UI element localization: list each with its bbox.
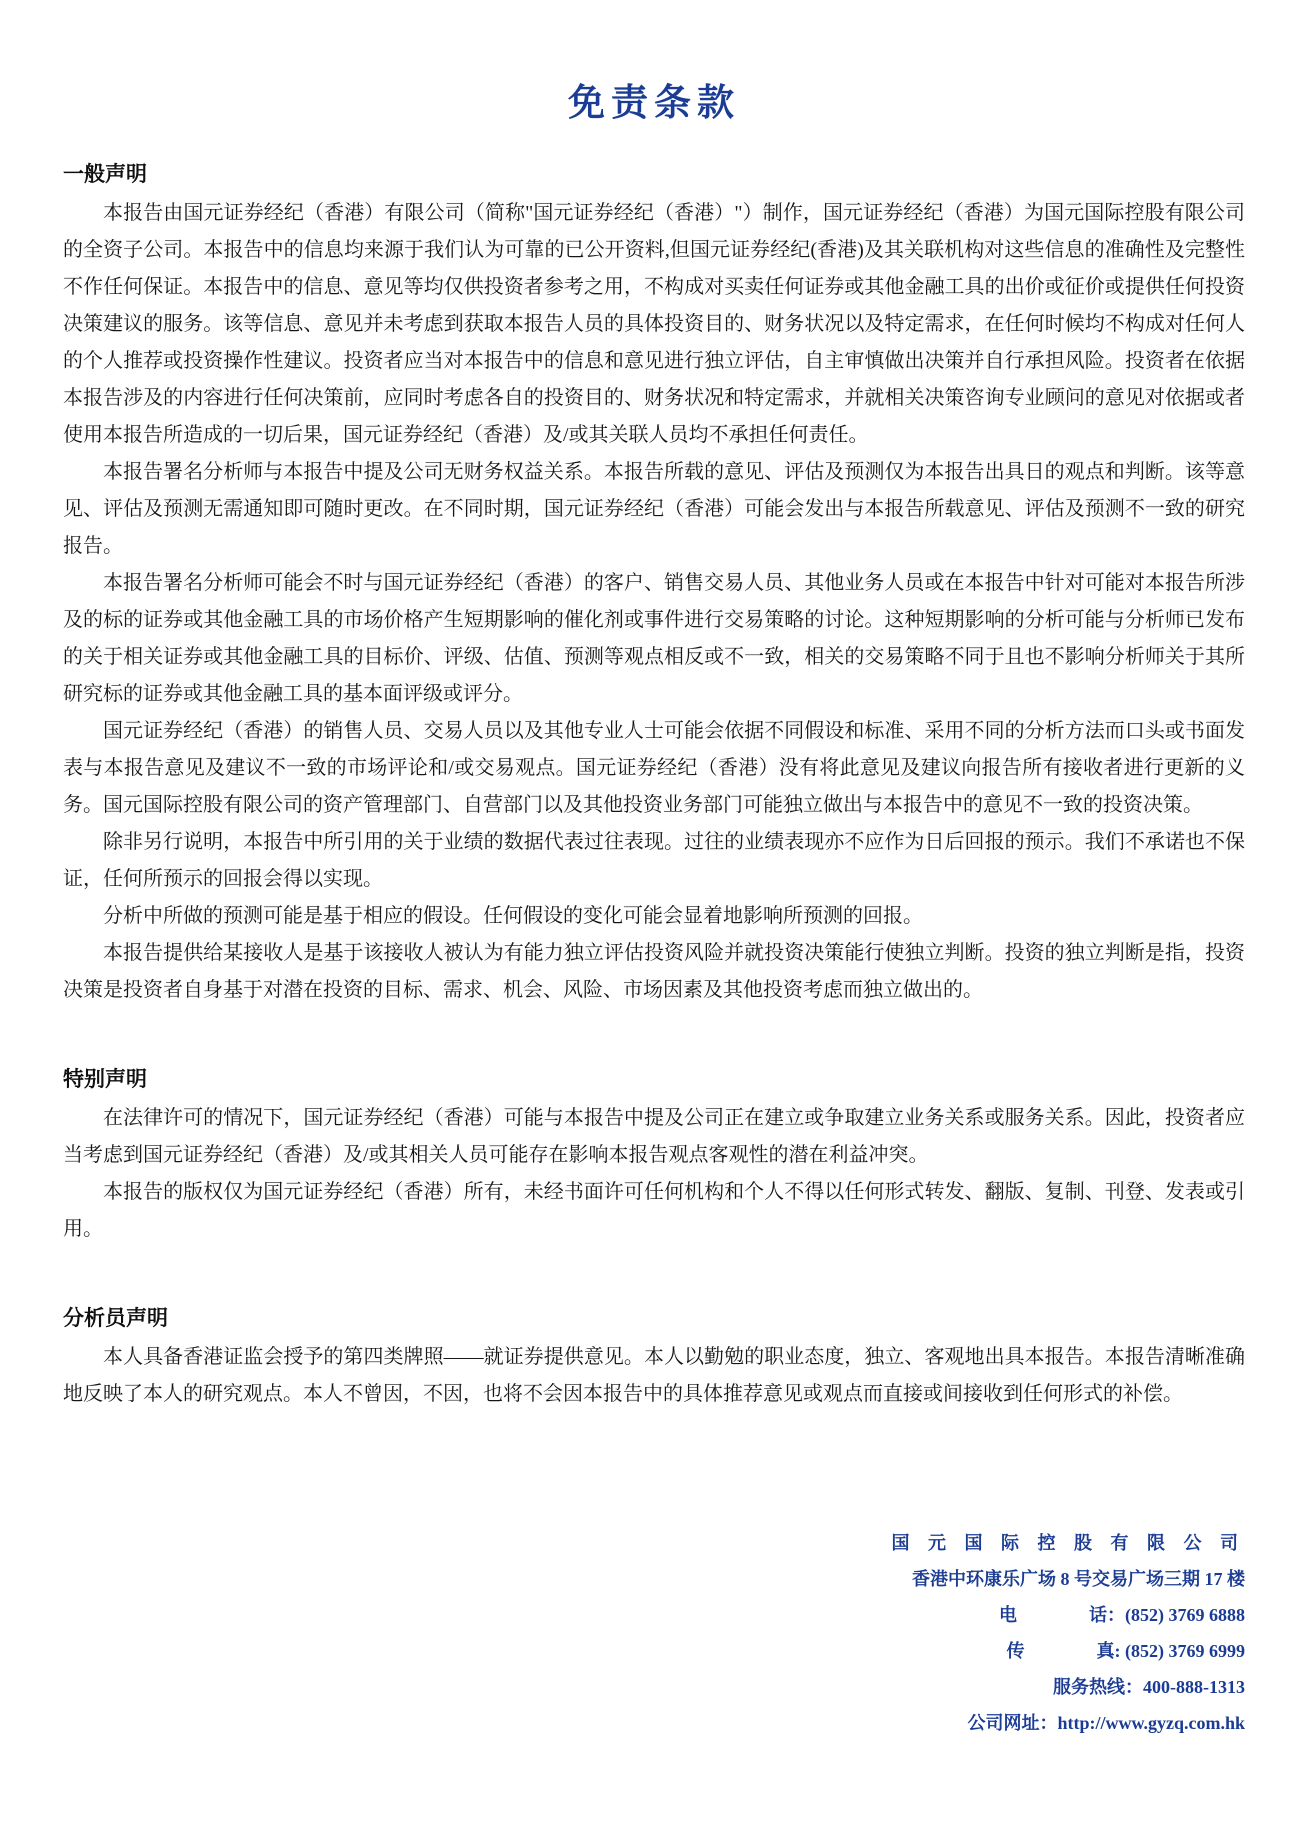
document-body (63, 158, 1245, 1413)
paragraph: 分析中所做的预测可能是基于相应的假设。任何假设的变化可能会显着地影响所预测的回报。 (103, 905, 923, 927)
section-heading: 特别声明 (63, 1067, 147, 1091)
paragraph: 本报告署名分析师可能会不时与国元证券经纪（香港）的客户、销售交易人员、其他业务人员或在本报告中针对可能对本报告所涉及的标的证券或其他金融工具的市场价格产生短期影响的催化剂或事件进行交易策略的讨论。这种短期影响的分析可能与分析师已发布的关于相关证券或其他金融工具的目标价、评级、估值、预测等观点相反或不一致，相关的交易策略不同于且也不影响分析师关于其所研究标的证券或其他金融工具的基本面评级或评分。 (63, 572, 1245, 705)
section-general-statement (63, 158, 1245, 1009)
section-heading: 一般声明 (63, 162, 147, 186)
paragraph: 本报告的版权仅为国元证券经纪（香港）所有，未经书面许可任何机构和个人不得以任何形式转发、翻版、复制、刊登、发表或引用。 (63, 1181, 1245, 1240)
footer-fax: 传 真: (852) 3769 6999 (1006, 1641, 1245, 1661)
paragraph: 除非另行说明，本报告中所引用的关于业绩的数据代表过往表现。过往的业绩表现亦不应作为日后回报的预示。我们不承诺也不保证，任何所预示的回报会得以实现。 (63, 831, 1245, 890)
section-heading: 分析员声明 (63, 1306, 168, 1330)
footer-phone: 电 话：(852) 3769 6888 (999, 1605, 1245, 1625)
footer-hotline: 服务热线：400-888-1313 (1053, 1677, 1245, 1697)
paragraph: 本人具备香港证监会授予的第四类牌照——就证券提供意见。本人以勤勉的职业态度，独立、客观地出具本报告。本报告清晰准确地反映了本人的研究观点。本人不曾因，不因，也将不会因本报告中的具体推荐意见或观点而直接或间接收到任何形式的补偿。 (63, 1346, 1245, 1405)
footer-website: 公司网址：http://www.gyzq.com.hk (967, 1713, 1245, 1733)
footer-contact-block (63, 1525, 1245, 1741)
paragraph: 本报告由国元证券经纪（香港）有限公司（简称"国元证券经纪（香港）"）制作，国元证券经纪（香港）为国元国际控股有限公司的全资子公司。本报告中的信息均来源于我们认为可靠的已公开资料,但国元证券经纪(香港)及其关联机构对这些信息的准确性及完整性不作任何保证。本报告中的信息、意见等均仅供投资者参考之用，不构成对买卖任何证券或其他金融工具的出价或征价或提供任何投资决策建议的服务。该等信息、意见并未考虑到获取本报告人员的具体投资目的、财务状况以及特定需求，在任何时候均不构成对任何人的个人推荐或投资操作性建议。投资者应当对本报告中的信息和意见进行独立评估，自主审慎做出决策并自行承担风险。投资者在依据本报告涉及的内容进行任何决策前，应同时考虑各自的投资目的、财务状况和特定需求，并就相关决策咨询专业顾问的意见对依据或者使用本报告所造成的一切后果，国元证券经纪（香港）及/或其关联人员均不承担任何责任。 (63, 202, 1245, 446)
paragraph: 本报告提供给某接收人是基于该接收人被认为有能力独立评估投资风险并就投资决策能行使独立判断。投资的独立判断是指，投资决策是投资者自身基于对潜在投资的目标、需求、机会、风险、市场因素及其他投资考虑而独立做出的。 (63, 942, 1245, 1001)
footer-address: 香港中环康乐广场 8 号交易广场三期 17 楼 (912, 1569, 1245, 1589)
paragraph: 本报告署名分析师与本报告中提及公司无财务权益关系。本报告所载的意见、评估及预测仅为本报告出具日的观点和判断。该等意见、评估及预测无需通知即可随时更改。在不同时期，国元证券经纪（香港）可能会发出与本报告所载意见、评估及预测不一致的研究报告。 (63, 461, 1245, 557)
paragraph: 在法律许可的情况下，国元证券经纪（香港）可能与本报告中提及公司正在建立或争取建立业务关系或服务关系。因此，投资者应当考虑到国元证券经纪（香港）及/或其相关人员可能存在影响本报告观点客观性的潜在利益冲突。 (63, 1107, 1245, 1166)
footer-company-name: 国 元 国 际 控 股 有 限 公 司 (891, 1533, 1245, 1553)
page-title: 免责条款 (568, 83, 740, 124)
section-special-statement (63, 1063, 1245, 1248)
section-analyst-statement (63, 1302, 1245, 1413)
paragraph: 国元证券经纪（香港）的销售人员、交易人员以及其他专业人士可能会依据不同假设和标准、采用不同的分析方法而口头或书面发表与本报告意见及建议不一致的市场评论和/或交易观点。国元证券经纪（香港）没有将此意见及建议向报告所有接收者进行更新的义务。国元国际控股有限公司的资产管理部门、自营部门以及其他投资业务部门可能独立做出与本报告中的意见不一致的投资决策。 (63, 720, 1245, 816)
